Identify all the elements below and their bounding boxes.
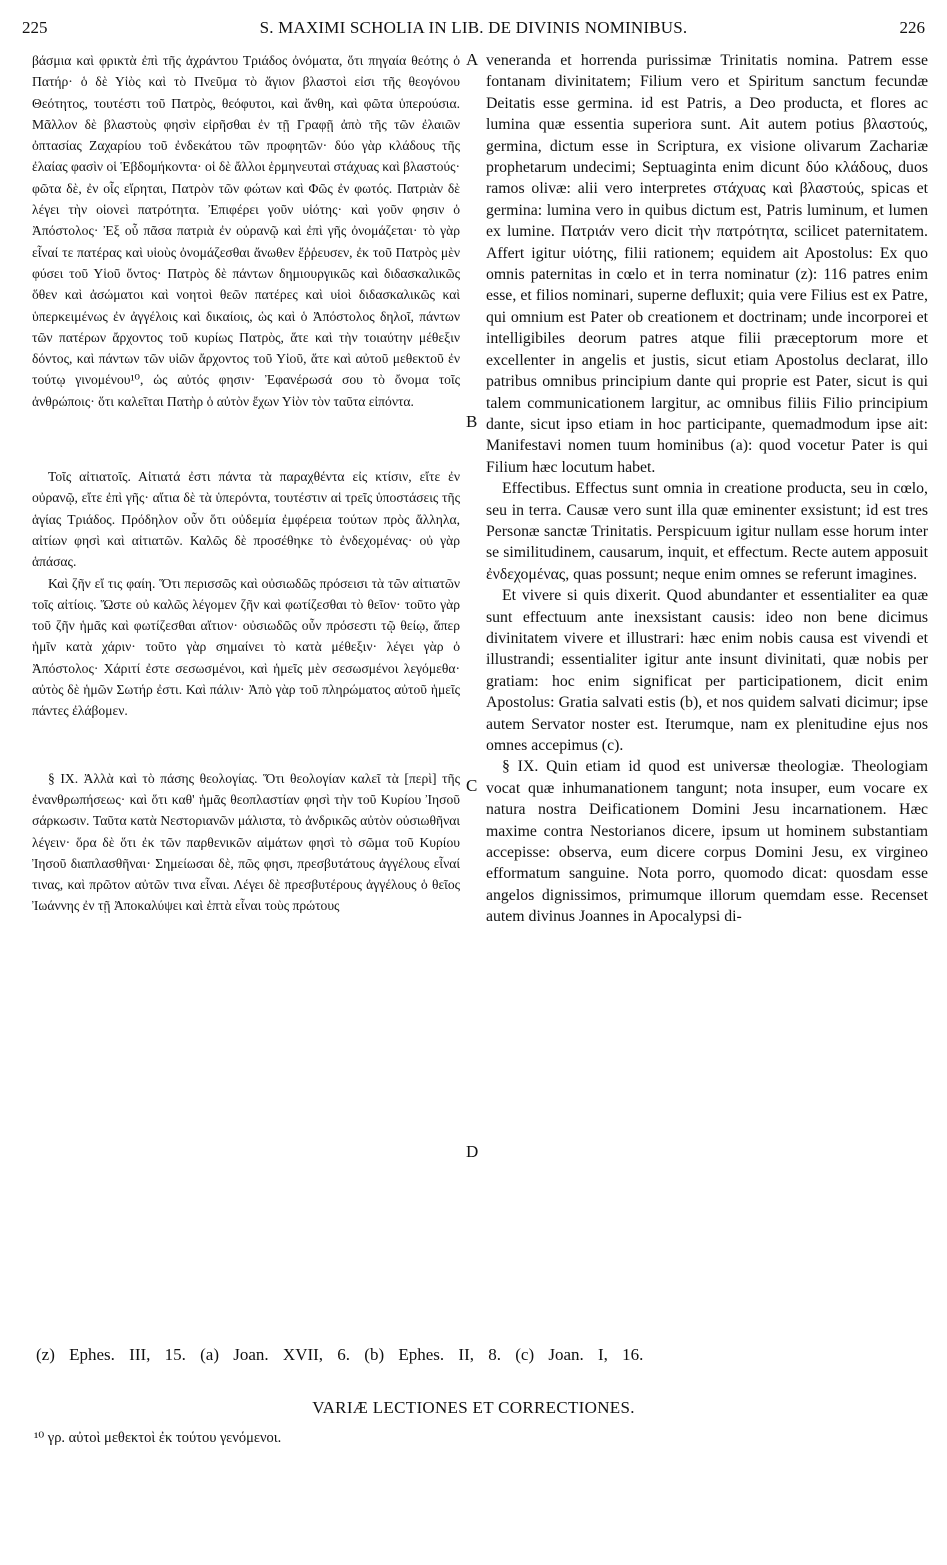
page-number-left: 225 (22, 18, 48, 37)
column-marker-d: D (466, 1142, 479, 1161)
greek-paragraph: βάσμια καὶ φρικτὰ ἐπὶ τῆς ἀχράντου Τριάδος ὀνόματα, ὅτι πηγαία θεότης ὁ Πατήρ· ὁ δὲ Υἱὸς καὶ τὸ Πνεῦμα τὸ ἅγιον βλαστοὶ εἰσι τῆς θεογόνου Θεότητος, τουτέστι τοῦ Πατρὸς, θεόφυτοι, καὶ ἄνθη, καὶ φῶτα ὑπερούσια. Μᾶλλον δὲ βλαστοὺς φησὶν εἰρῆσθαι ἐν τῇ Γραφῇ ἀπὸ τῆς τῶν ἐλαιῶν ὀπτασίας Ζαχαρίου τοῦ ἐνδεκάτου τῶν προφητῶν· δύο γὰρ κλάδους τῆς ἐλαίας φασὶν οἱ Ἑβδομήκοντα· οἱ δὲ ἄλλοι ἑρμηνευταὶ στάχυας καὶ βλαστούς· φῶτα δὲ, ἐν οἷς εἴρηται, Πατρὸν τῶν φώτων καὶ Φῶς ἐν φωτός. Πατριὰν δὲ λέγει τὴν οἱονεὶ πατρότητα. Ἐπιφέρει γοῦν υἱότης· καὶ γοῦν φησιν ὁ Ἀπόστολος· Ἐξ οὗ πᾶσα πατριὰ ἐν οὐρανῷ καὶ ἐπὶ γῆς ὀνομάζεται· τὸ γὰρ εἶναί τε πατέρας καὶ υἱοὺς ὀνομάζεσθαι ἄνωθεν ἔῤῥευσεν, ἐκ τοῦ Πατρὸς μὲν φύσει τοῦ Υἱοῦ ὄντος· Πατρὸς δὲ πάντων δημιουργικῶς καὶ διδασκαλικῶς ὅθεν καὶ ἀσώματοι καὶ νοητοὶ θεῶν πατέρες καὶ υἱοὶ διδασκαλικῶς καὶ ὑπερκειμένως ἐν ἀγγέλοις καὶ δικαίοις, ὡς καὶ ὁ Ἀπόστολος δηλοῖ, πάντων τῶν πατέρων ἄρχοντος τοῦ κυρίως Πατρὸς, ἅτε καὶ τὴν τοιαύτην μέθεξιν δόντος, καὶ πάντων τῶν υἱῶν ἄρχοντος τοῦ Υἱοῦ, ἅτε καὶ αὐτοῦ μεθεκτοῦ ἐν τούτῳ γινομένου¹⁰, ὡς αὐτός φησιν· Ἐφανέρωσά σου τὸ ὄνομα τοῖς ἀνθρώποις· ὅτι καλεῖται Πατὴρ ὁ αὐτὸν ἔχων Υἱὸν τὸν ταῦτα εἰπόντα. (32, 53, 461, 409)
column-marker-b: B (466, 412, 478, 431)
column-marker-c: C (466, 776, 478, 795)
page-number-right: 226 (899, 18, 925, 37)
variae-lectiones-note: ¹⁰ γρ. αὐτοὶ μεθεκτοὶ ἐκ τούτου γενόμενοι. (34, 1430, 282, 1446)
column-marker-a: A (466, 50, 479, 69)
footnotes: (z) Ephes. III, 15. (a) Joan. XVII, 6. (b) Ephes. II, 8. (c) Joan. I, 16. (36, 1345, 644, 1364)
greek-paragraph: § IX. Ἀλλὰ καὶ τὸ πάσης θεολογίας. Ὅτι θεολογίαν καλεῖ τὰ [περὶ] τῆς ἐνανθρωπήσεως· καὶ ὅτι καθ' ἡμᾶς θεοπλαστίαν φησὶ τὴν τοῦ Κυρίου Ἰησοῦ σάρκωσιν. Ταῦτα κατὰ Νεστοριανῶν μάλιστα, τὸ ἀνδρικῶς αὐτὸν οὐσιωθῆναι λέγειν· ὅρα δὲ ὅτι ἐκ τῶν παρθενικῶν αἱμάτων φησὶ τὸ σῶμα τοῦ Κυρίου Ἰησοῦ διαπλασθῆναι· Σημείωσαι δὲ, πῶς φησι, πρεσβυτάτους ἀγγέλους εἶναί τινας, καὶ πρῶτον αὐτῶν τινα εἶναι. Λέγει δὲ πρεσβυτέρους ἀγγέλους ὁ θεῖος Ἰωάννης ἐν τῇ Ἀποκαλύψει καὶ ἑπτὰ εἶναι τοὺς πρώτους (32, 770, 460, 914)
variae-lectiones-heading: VARIÆ LECTIONES ET CORRECTIONES. (312, 1398, 635, 1417)
latin-paragraph: veneranda et horrenda purissimæ Trinitatis nomina. Patrem esse fontanam divinitatem; Filium vero et Spiritum sanctum fecundæ Deitatis esse germina. id est Patris, a Deo producta, et flores ac lumina quæ essentia superiora sunt. Ait autem potius βλαστούς, germina, dictum esse in Scriptura, ex visione olivarum Zachariæ prophetarum undecimi; Septuaginta enim dicunt δύο κλάδους, duos ramos olivæ: alii vero interpretes στάχυας καὶ βλαστούς, spicas et germina: lumina vero in quibus dictum est, Patris luminum, et lumen ex lumine. Πατριάν vero dicit τὴν πατρότητα, scilicet paternitatem. Affert igitur υἱότης, filii rationem; equidem ait Apostolus: Ex quo omnis paternitas in cœlo et in terra nominatur (z): 116 patres enim esse, et filios nominari, superne defluxit; quia vere Filius est ex Patre, qui omnium est Pater ob creationem et doctrinam; unde incorporei et intelligibiles deorum patres atque filii præceptorum more et excellenter in angelis et justis, sicut etiam Apostolus declarat, illo patribus omnibus principium dante qui proprie est Pater, sicut is qui talem communicationem largitur, ac omnibus filiis Filio principium dante, sicut ipso etiam in hoc participante, quemadmodum ipse ait: Manifestavi nomen tuum hominibus (a): quod vocetur Pater is qui Filium hæc locutum habet. (486, 52, 928, 476)
greek-paragraph: Τοῖς αἰτιατοῖς. Αἰτιατά ἐστι πάντα τὰ παραχθέντα εἰς κτίσιν, εἴτε ἐν οὐρανῷ, εἴτε ἐπὶ γῆς· αἴτια δὲ τὰ ὑπερόντα, τουτέστιν αἱ τρεῖς ὑποστάσεις τῆς ἁγίας Τριάδος. Πρόδηλον οὖν ὅτι οὐδεμία ἐμφέρεια τούτων πρὸς ἄλληλα, αἰτίων φησὶ καὶ αἰτιατῶν. Καλῶς δὲ προσέθηκε τὸ ἐνδεχομένας· οὐ γὰρ ἁπάσας. (32, 469, 460, 570)
greek-column (32, 50, 460, 917)
latin-column (486, 50, 928, 928)
latin-paragraph: Et vivere si quis dixerit. Quod abundanter et essentialiter ea quæ sunt effectuum ante inexsistant causis: ideo non bene dicimus divinitatem vivere et illustrari: hæc enim nobis causa est vivendi et illustrandi; essentialiter igitur ante insunt divinitati, quæ nobis per gratiam: hoc enim significat per participationem, dicit enim Apostolus: Gratia salvati estis (b), et nos quidem salvati dicimur; ipse autem Servator noster est. Iterumque, nam ex plenitudine ejus nos omnes accepimus (c). (486, 587, 928, 754)
running-title: S. MAXIMI SCHOLIA IN LIB. DE DIVINIS NOMINIBUS. (259, 18, 688, 37)
latin-paragraph: § IX. Quin etiam id quod est universæ theologiæ. Theologiam vocat quæ inhumanationem tangunt; nota insuper, eum vocare ex natura nostra Deificationem Domini Jesu incarnationem. Hæc maxime contra Nestorianos dicere, ipsum ut hominem substantiam accepisse: observa, eum dicere corpus Domini Jesu, ex virgineo efformatum sanguine. Nota porro, quomodo dicat: quosdam esse angelos dignissimos, primumque illorum quemdam esse. Recenset autem divinus Joannes in Apocalypsi di- (486, 758, 928, 926)
greek-paragraph: Καὶ ζῆν εἴ τις φαίη. Ὅτι περισσῶς καὶ οὐσιωδῶς πρόσεισι τὰ τῶν αἰτιατῶν τοῖς αἰτίοις. Ὥστε οὐ καλῶς λέγομεν ζῆν καὶ φωτίζεσθαι τὸ θεῖον· τοῦτο γὰρ τοῦ ζῆν ἡμᾶς καὶ φωτίζεσθαι αἴτιον· οὐσιωδῶς οὖν πρόσεστι τῷ θείῳ, ἅπερ ἡμῖν κατὰ χάριν· τοῦτο γὰρ σημαίνει τὸ κατὰ μέθεξιν· λέγει γὰρ ὁ Ἀπόστολος· Χάριτί ἐστε σεσωσμένοι, καὶ ἡμεῖς μὲν σεσωσμένοι λεγόμεθα· αὐτὸς δὲ ἡμῶν Σωτήρ ἐστι. Καὶ πάλιν· Ἀπὸ γὰρ τοῦ πληρώματος αὐτοῦ ἡμεῖς πάντες ἐλάβομεν. (32, 575, 460, 719)
latin-paragraph: Effectibus. Effectus sunt omnia in creatione producta, seu in cœlo, seu in terra. Causæ vero sunt illa quæ eminenter exsistunt; id est tres Personæ sanctæ Trinitatis. Perspicuum igitur nullam esse horum inter se similitudinem, causarum, inquit, et effectum. Recte autem apposuit ἐνδεχομένας, quas possunt; neque enim omnes se referunt imagines. (486, 480, 928, 583)
page-header (22, 18, 925, 44)
